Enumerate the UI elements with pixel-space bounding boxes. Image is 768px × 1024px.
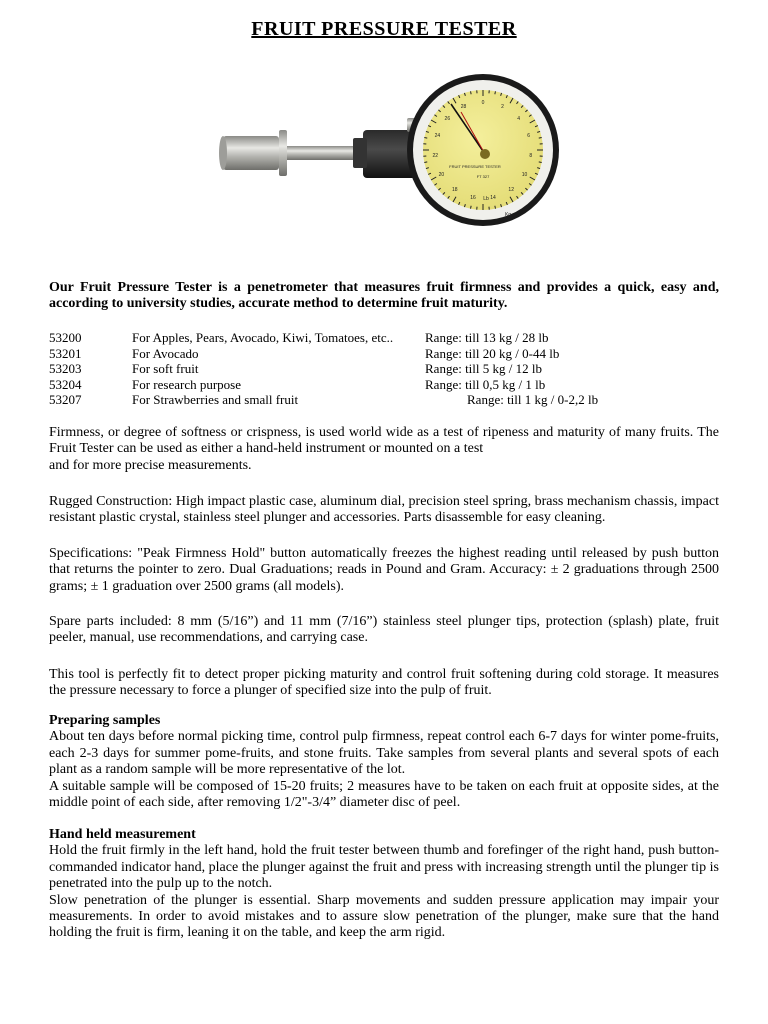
product-code: 53201 bbox=[49, 345, 82, 361]
product-list bbox=[49, 330, 719, 408]
product-row bbox=[49, 346, 719, 362]
preparing-samples-heading: Preparing samples bbox=[49, 713, 161, 728]
gauge-tick bbox=[495, 206, 496, 209]
gauge-tick bbox=[495, 91, 496, 94]
hand-held-heading: Hand held measurement bbox=[49, 827, 196, 842]
fruit-pressure-tester-image bbox=[203, 68, 559, 250]
preparing-samples-text-2: A suitable sample will be composed of 15-20 fruits; 2 measures have to be taken on each fruit at opposite sides, at the middle point of each side, after removing 1/2"-3/4” diameter disc of peel. bbox=[49, 778, 719, 811]
gauge-unit-kg: Kg bbox=[504, 212, 512, 218]
product-photo bbox=[203, 68, 559, 250]
gauge-scale-number: 20 bbox=[438, 172, 445, 178]
product-code: 53207 bbox=[49, 392, 82, 407]
gauge-scale-number: 2 bbox=[501, 104, 504, 111]
product-description: For research purpose bbox=[132, 376, 242, 392]
spare-parts-paragraph: Spare parts included: 8 mm (5/16”) and 11 mm (7/16”) stainless steel plunger tips, protection (splash) plate, fruit peeler, manual, use recommendations, and carrying case. bbox=[49, 614, 719, 646]
specifications-paragraph: Specifications: "Peak Firmness Hold" button automatically freezes the highest reading until released by push button that returns the pointer to zero. Dual Graduations; reads in Pound and Gram. Accuracy: ± 2 graduations through 2500 grams; ± 1 graduation over 2500 grams (all models). bbox=[49, 546, 719, 594]
gauge-tick bbox=[539, 138, 542, 139]
product-range: Range: till 13 kg / 28 lb bbox=[425, 330, 549, 345]
gauge-scale-number: 24 bbox=[434, 133, 441, 140]
gauge-scale-number: 4 bbox=[517, 115, 521, 122]
gauge-scale-number: 16 bbox=[470, 194, 476, 201]
product-code: 53203 bbox=[49, 361, 82, 376]
gauge-scale-number: 14 bbox=[490, 194, 496, 201]
gauge-hub bbox=[480, 149, 490, 159]
product-range: Range: till 0,5 kg / 1 lb bbox=[425, 376, 546, 392]
product-description: For Apples, Pears, Avocado, Kiwi, Tomatoes, etc.. bbox=[132, 330, 394, 345]
tool-purpose-paragraph: This tool is perfectly fit to detect proper picking maturity and control fruit softening during cold storage. It measures the pressure necessary to force a plunger of specified size into the pulp of fruit. bbox=[49, 667, 719, 699]
product-code: 53200 bbox=[49, 330, 82, 345]
gauge-scale-number: 18 bbox=[452, 186, 458, 193]
gauge-tick bbox=[471, 206, 472, 209]
gauge-tick bbox=[471, 91, 472, 94]
gauge-scale-number: 8 bbox=[529, 153, 533, 160]
product-row bbox=[49, 392, 719, 408]
gauge-scale-number: 28 bbox=[460, 104, 467, 111]
hand-held-text: Hold the fruit firmly in the left hand, hold the fruit tester between thumb and forefinger of the right hand, push button-commanded indicator hand, place the plunger against the fruit and press with increasing strength until the plunger tip is penetrated into the pulp up to the notch. bbox=[49, 843, 719, 892]
gauge-model-label: FT 327 bbox=[476, 174, 490, 179]
gauge-scale-number: 12 bbox=[508, 186, 514, 193]
product-code: 53204 bbox=[49, 376, 82, 392]
gauge-scale-number: 6 bbox=[527, 133, 531, 140]
product-row bbox=[49, 377, 719, 393]
firmness-text: Firmness, or degree of softness or crispness, is used world wide as a test of ripeness and maturity of many fruits. The Fruit Tester can be used as either a hand-held instrument or mounted on a test bbox=[49, 425, 719, 457]
product-range: Range: till 5 kg / 12 lb bbox=[425, 361, 542, 376]
product-row bbox=[49, 361, 719, 377]
firmness-paragraph bbox=[49, 425, 719, 474]
gauge-tick bbox=[424, 138, 427, 139]
gauge-tick bbox=[539, 162, 542, 163]
firmness-text-continued: and for more precise measurements. bbox=[49, 457, 252, 473]
gauge-brand-label: FRUIT PRESSURE TESTER bbox=[449, 164, 501, 169]
splash-plate bbox=[279, 130, 287, 176]
rugged-construction-paragraph: Rugged Construction: High impact plastic case, aluminum dial, precision steel spring, brass mechanism chassis, impact resistant plastic crystal, stainless steel plunger and accessories. Parts disassemble for easy cleaning. bbox=[49, 494, 719, 526]
product-range: Range: till 20 kg / 0-44 lb bbox=[425, 345, 560, 361]
product-range: Range: till 1 kg / 0-2,2 lb bbox=[467, 392, 599, 407]
gauge-scale-number: 0 bbox=[481, 100, 485, 106]
gauge-scale-number: 22 bbox=[432, 153, 439, 160]
preparing-samples-text: About ten days before normal picking time, control pulp firmness, repeat control each 6-7 days for winter pome-fruits, each 2-3 days for summer pome-fruits, and stone fruits. Take samples from several plants and several spots of each plant as a random sample will be more representative of the lot. bbox=[49, 729, 719, 778]
page-title: FRUIT PRESSURE TESTER bbox=[251, 18, 517, 40]
product-description: For Avocado bbox=[132, 345, 199, 361]
intro-paragraph: Our Fruit Pressure Tester is a penetrometer that measures fruit firmness and provides a quick, easy and, according to university studies, accurate method to determine fruit maturity. bbox=[49, 280, 719, 312]
product-description: For soft fruit bbox=[132, 361, 199, 376]
product-description: For Strawberries and small fruit bbox=[132, 392, 299, 407]
hand-held-section bbox=[49, 827, 719, 942]
product-row bbox=[49, 330, 719, 346]
gauge-scale-number: 10 bbox=[521, 172, 528, 178]
gauge-unit-lb: Lb bbox=[483, 196, 489, 202]
gauge-scale-number: 26 bbox=[444, 115, 451, 122]
preparing-samples-section bbox=[49, 713, 719, 811]
gauge-tick bbox=[424, 162, 427, 163]
hand-held-text-2: Slow penetration of the plunger is essential. Sharp movements and sudden pressure application may impair your measurements. In order to avoid mistakes and to assure slow penetration of the plunger, make sure that the hand holding the fruit is firm, leaning it on the table, and keep the arm rigid. bbox=[49, 892, 719, 941]
plunger-tip bbox=[223, 136, 279, 170]
